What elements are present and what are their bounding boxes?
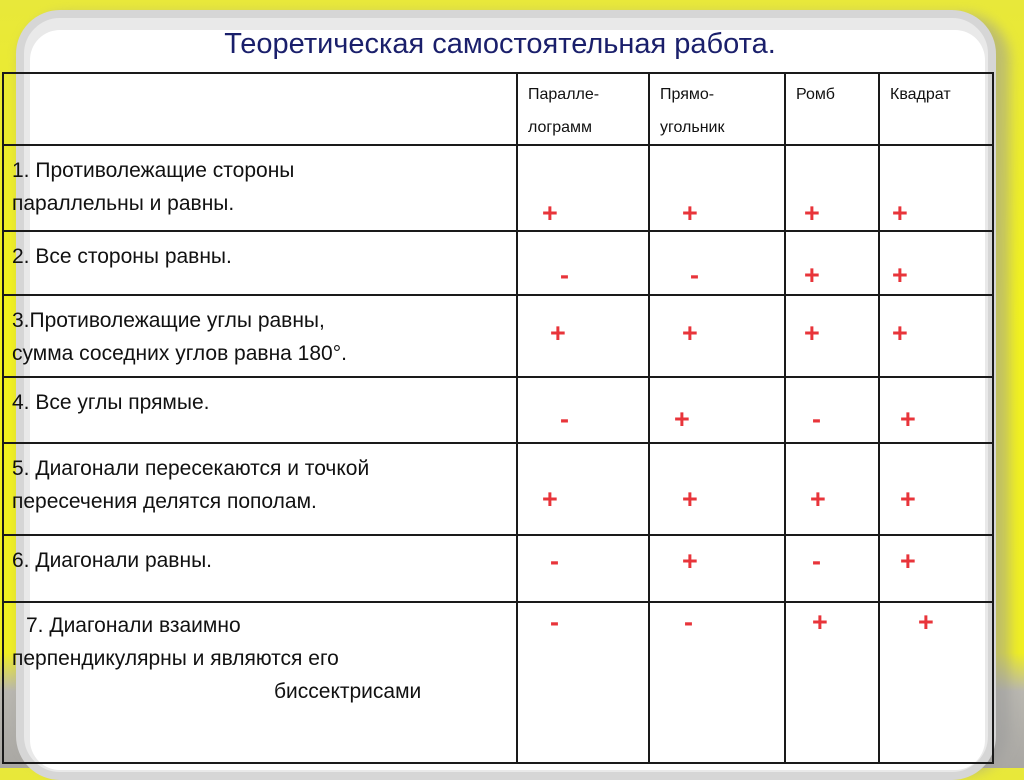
table-row [3,295,993,377]
mark-sign: + [892,260,908,290]
mark-cell [517,145,649,231]
mark-cell [879,231,993,295]
column-header-rectangle: Прямо- угольник [649,73,785,145]
slide-title: Теоретическая самостоятельная работа. [224,28,776,60]
mark-sign: + [918,607,934,637]
mark-cell [785,535,879,602]
mark-sign: + [542,484,558,514]
mark-sign: - [550,546,559,576]
mark-sign: + [804,260,820,290]
mark-sign: + [812,607,828,637]
mark-cell [785,443,879,535]
mark-sign: + [804,318,820,348]
mark-cell [517,602,649,763]
criterion-cell: 4. Все углы прямые. [3,377,517,443]
mark-sign: + [892,198,908,228]
mark-cell [879,443,993,535]
mark-cell [879,602,993,763]
table-row [3,377,993,443]
table-row [3,602,993,763]
mark-sign: - [812,404,821,434]
criterion-cell: 5. Диагонали пересекаются и точкой пересечения делятся пополам. [3,443,517,535]
mark-sign: + [682,198,698,228]
table-row [3,231,993,295]
comparison-table [2,72,994,764]
header-empty-cell [3,73,517,145]
mark-sign: + [674,404,690,434]
mark-sign: - [560,260,569,290]
mark-sign: + [682,318,698,348]
mark-sign: + [682,484,698,514]
mark-sign: + [550,318,566,348]
mark-sign: + [900,484,916,514]
table-row [3,443,993,535]
table-row [3,535,993,602]
criterion-cell: 6. Диагонали равны. [3,535,517,602]
mark-sign: + [900,546,916,576]
mark-sign: - [550,607,559,637]
column-header-parallelogram: Паралле- лограмм [517,73,649,145]
mark-cell [785,145,879,231]
mark-cell [517,535,649,602]
mark-cell [649,145,785,231]
mark-sign: - [812,546,821,576]
mark-cell [785,295,879,377]
mark-sign: - [690,260,699,290]
mark-cell [879,145,993,231]
mark-cell [879,535,993,602]
mark-cell [517,377,649,443]
mark-cell [517,231,649,295]
mark-cell [649,377,785,443]
mark-cell [879,295,993,377]
criterion-cell: 7. Диагонали взаимно перпендикулярны и являются его биссектрисами [3,602,517,763]
criterion-cell: 3.Противолежащие углы равны, сумма соседних углов равна 180°. [3,295,517,377]
mark-cell [649,231,785,295]
mark-sign: + [900,404,916,434]
header-row [3,73,993,145]
column-header-square: Квадрат [879,73,993,145]
mark-cell [879,377,993,443]
mark-sign: - [684,607,693,637]
mark-sign: + [682,546,698,576]
criterion-cell: 2. Все стороны равны. [3,231,517,295]
mark-sign: + [810,484,826,514]
mark-cell [785,602,879,763]
mark-cell [649,295,785,377]
mark-cell [785,231,879,295]
mark-cell [649,535,785,602]
mark-sign: + [542,198,558,228]
mark-sign: - [560,404,569,434]
mark-sign: + [892,318,908,348]
table-row [3,145,993,231]
criterion-cell: 1. Противолежащие стороны параллельны и равны. [3,145,517,231]
mark-sign: + [804,198,820,228]
mark-cell [517,443,649,535]
mark-cell [517,295,649,377]
column-header-rhombus: Ромб [785,73,879,145]
mark-cell [649,602,785,763]
mark-cell [785,377,879,443]
mark-cell [649,443,785,535]
